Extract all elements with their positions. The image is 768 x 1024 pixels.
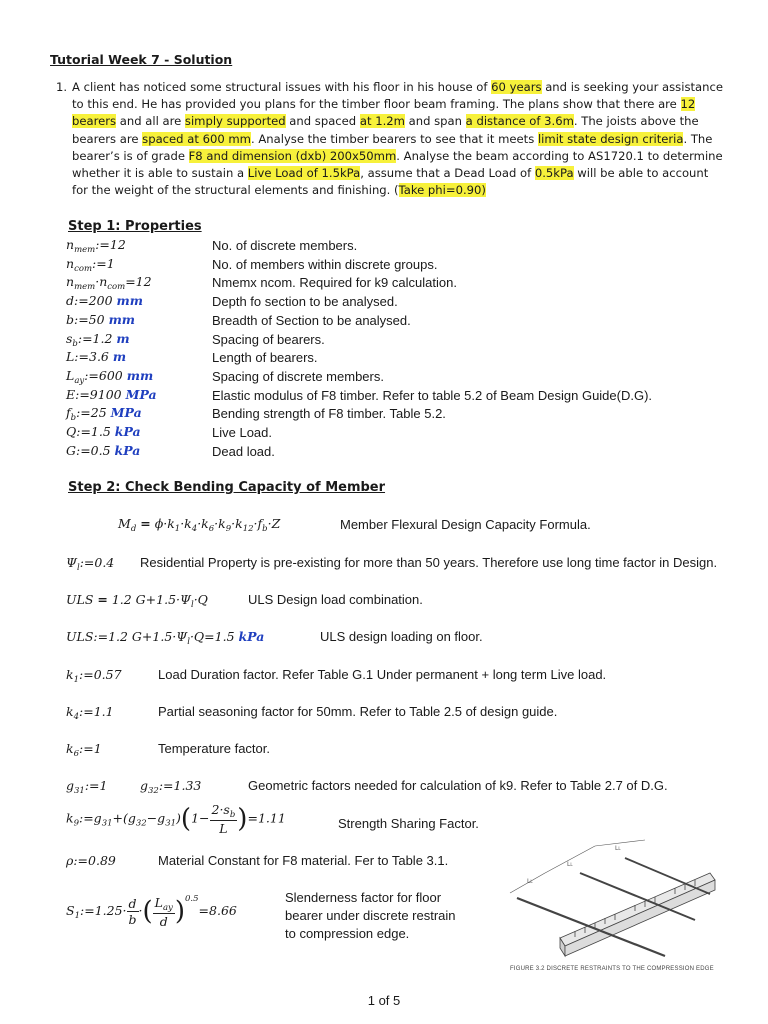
s1-desc-line: Slenderness factor for floor (285, 890, 442, 905)
g31-eq: $g_{31}:=1$ (66, 778, 108, 796)
s1-desc (285, 889, 456, 943)
text-segment: and all are (116, 114, 185, 129)
problem-number: 1. (56, 80, 68, 94)
highlighted-text: 12 bearers (72, 97, 696, 129)
text-segment: . Analyse the beam according to AS1720.1 to determine whether it is able to sustain a (72, 148, 723, 181)
text-segment: will be able to account for the weight of the structural elements and finishing. ( (72, 166, 709, 198)
property-description: Length of bearers. (212, 350, 318, 366)
property-equation: $n_{com}:=1$ (66, 255, 115, 274)
psi-desc: Residential Property is pre-existing for more than 50 years. Therefore use long time factor in Design. (140, 555, 718, 570)
uls-unit: kPa (238, 629, 265, 644)
k9-value: 1.11 (257, 810, 286, 826)
highlighted-text: limit state design criteria (537, 131, 684, 146)
k6-eq: $k_6:=1$ (66, 741, 102, 759)
property-equation: $L_{ay}:=600$ mm (66, 367, 154, 386)
text-segment: A client has noticed some structural issues with his floor in his house of (72, 80, 492, 94)
g32-eq: $g_{32}:=1.33$ (140, 778, 202, 796)
uls1-desc: ULS Design load combination. (248, 592, 423, 607)
text-segment: . The joists above the bearers are (72, 114, 699, 146)
g31-value: 1 (99, 778, 108, 793)
k6-desc: Temperature factor. (158, 741, 270, 756)
s1-desc-line: to compression edge. (285, 926, 410, 941)
property-equation: $n_{mem}:=12$ (66, 237, 126, 255)
md-desc: Member Flexural Design Capacity Formula. (340, 517, 591, 532)
highlighted-text: a distance of 3.6m (465, 114, 574, 129)
text-segment: and spaced (285, 114, 360, 129)
highlighted-text: 0.5kPa (534, 166, 574, 181)
uls-value-eq: ULS:=1.2 $G+1.5\cdot\Psi_l\cdot Q=1.5$ kPa (66, 629, 265, 647)
text-segment: , assume that a Dead Load of (360, 166, 535, 181)
s1-exp: 0.5 (185, 894, 199, 904)
property-description: No. of discrete members. (212, 238, 358, 253)
step2-heading: Step 2: Check Bending Capacity of Member (68, 480, 386, 495)
k4-value: 1.1 (93, 704, 114, 719)
property-equation: $n_{mem}\cdot n_{com}=12$ (66, 274, 152, 293)
figure-label: LL (615, 845, 621, 852)
property-equation: G:=0.5 kPa (66, 442, 141, 458)
k4-eq: $k_4:=1.1$ (66, 704, 114, 722)
property-description: Depth fo section to be analysed. (212, 294, 398, 310)
s1-value: 8.66 (209, 903, 237, 918)
problem-text (72, 79, 726, 199)
uls2-desc: ULS design loading on floor. (320, 629, 483, 644)
g32-value: 1.33 (173, 778, 202, 793)
k1-desc: Load Duration factor. Refer Table G.1 Under permanent + long term Live load. (158, 667, 607, 682)
k1-eq: $k_1:=0.57$ (66, 667, 122, 685)
text-segment: and is seeking your assistance to this end. He has provided you plans for the timber floor beam framing. The plans show that there are (72, 80, 723, 112)
property-equation: b:=50 mm (66, 311, 136, 327)
step1-heading: Step 1: Properties (68, 219, 202, 234)
property-equation: L:=3.6 m (66, 349, 127, 365)
highlighted-text: Live Load of 1.5kPa (247, 166, 361, 181)
property-description: Nmemx ncom. Required for k9 calculation. (212, 275, 457, 291)
property-description: Elastic modulus of F8 timber. Refer to table 5.2 of Beam Design Guide(D.G). (212, 387, 653, 403)
property-description: Breadth of Section to be analysed. (212, 312, 411, 328)
g-desc: Geometric factors needed for calculation of k9. Refer to Table 2.7 of D.G. (248, 778, 668, 793)
text-segment: . The bearer’s is of grade (72, 131, 713, 163)
k6-value: 1 (93, 741, 102, 756)
property-equation: $f_b:=25$ MPa (66, 405, 142, 424)
highlighted-text: 60 years (491, 80, 542, 94)
property-equation: d:=200 mm (66, 293, 143, 309)
text-segment: . Analyse the timber bearers to see that it meets (250, 131, 538, 146)
property-description: Dead load. (212, 443, 275, 459)
highlighted-text: spaced at 600 mm (142, 131, 251, 146)
uls-value: 1.5 (214, 629, 235, 644)
figure-label: LL (567, 861, 573, 868)
highlighted-text: F8 and dimension (dxb) 200x50mm (188, 148, 397, 163)
property-equation: E:=9100 MPa (66, 386, 157, 402)
k4-desc: Partial seasoning factor for 50mm. Refer to Table 2.5 of design guide. (158, 704, 558, 719)
highlighted-text: Take phi=0.90) (398, 183, 486, 198)
rho-desc: Material Constant for F8 material. Fer to Table 3.1. (158, 853, 449, 868)
psi-eq: $\Psi_l:=0.4$ (66, 555, 115, 573)
rho-eq: ρ:=0.89 (66, 853, 116, 868)
page-number: 1 of 5 (367, 993, 401, 1008)
property-description: Spacing of bearers. (212, 331, 325, 347)
rho-value: 0.89 (88, 853, 116, 868)
figure-caption: FIGURE 3.2 DISCRETE RESTRAINTS TO THE COMPRESSION EDGE (510, 966, 714, 972)
k1-value: 0.57 (93, 667, 122, 682)
s1-desc-line: bearer under discrete restrain (285, 908, 456, 923)
highlighted-text: simply supported (184, 114, 286, 129)
property-equation: $s_b:=1.2$ m (66, 330, 130, 349)
highlighted-text: at 1.2m (359, 114, 405, 129)
page-title: Tutorial Week 7 - Solution (50, 52, 233, 67)
property-description: Live Load. (212, 425, 272, 440)
uls-combination-eq: ULS = 1.2 $G+1.5\cdot\Psi_l\cdot Q$ (66, 592, 208, 610)
md-formula: $M_d = \phi\cdot k_1\cdot k_4\cdot k_6\cdot k_9\cdot k_{12}\cdot f_b\cdot Z$ (118, 516, 281, 534)
psi-value: 0.4 (94, 555, 115, 570)
s1-coef: 1.25 (94, 903, 123, 918)
figure-label: LL (527, 878, 533, 885)
property-description: Spacing of discrete members. (212, 368, 384, 384)
text-segment: and span (404, 114, 466, 129)
property-description: No. of members within discrete groups. (212, 256, 438, 272)
discrete-restraints-figure (505, 838, 720, 980)
s1-eq: $S_1:=1.25\cdot$ $\frac{d}{b}$ ·( $\frac{L_{ay}}{d}$ )$^{0.5}$=8.66 (66, 894, 237, 929)
k9-desc: Strength Sharing Factor. (338, 816, 479, 831)
problem-statement (56, 79, 726, 199)
property-equation: Q:=1.5 kPa (66, 424, 141, 439)
property-description: Bending strength of F8 timber. Table 5.2. (212, 406, 446, 422)
k9-eq: $k_9:=g_{31}+(g_{32}-g_{31})(1-$ $\frac{2\cdot s_b}{L}$ )=1.11 (66, 802, 286, 836)
